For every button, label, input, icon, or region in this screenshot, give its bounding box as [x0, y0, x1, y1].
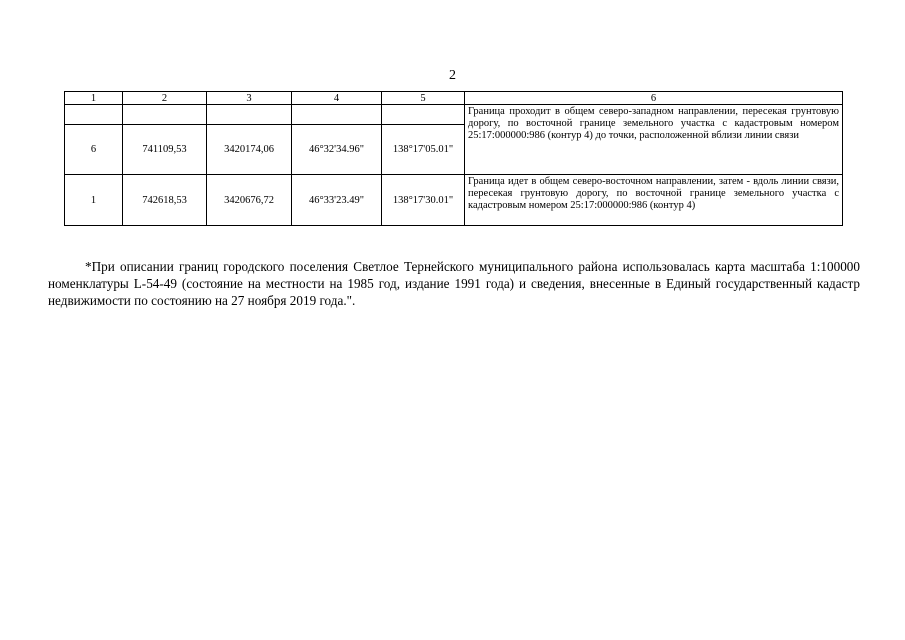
segment-description-6: Граница проходит в общем северо-западном направлении, пересекая грунтовую дорогу, по восточной границе земельного участка с кадастровым номером 25:17:000000:986 (контур 4) до точки, расположенной вблизи линии связи — [465, 105, 843, 175]
table-row — [65, 175, 843, 226]
header-cell-6: 6 — [465, 92, 843, 105]
header-cell-3: 3 — [207, 92, 292, 105]
table-empty-row — [65, 105, 843, 125]
header-cell-5: 5 — [382, 92, 465, 105]
longitude: 138°17'05.01" — [382, 125, 465, 175]
coordinate-x: 741109,53 — [123, 125, 207, 175]
latitude: 46°33'23.49" — [292, 175, 382, 226]
point-number: 6 — [65, 125, 123, 175]
footnote-paragraph: *При описании границ городского поселения Светлое Тернейского муниципального района использовалась карта масштаба 1:100000 номенклатуры L-54-49 (состояние на местности на 1985 год, издание 1991 года) и сведения, внесенные в Единый государственный кадастр недвижимости по состоянию на 27 ноября 2019 года.". — [48, 259, 860, 309]
boundary-coordinates-table — [64, 91, 843, 226]
header-cell-1: 1 — [65, 92, 123, 105]
coordinate-y: 3420676,72 — [207, 175, 292, 226]
empty-cell — [65, 105, 123, 125]
latitude: 46°32'34.96" — [292, 125, 382, 175]
empty-cell — [382, 105, 465, 125]
coordinate-y: 3420174,06 — [207, 125, 292, 175]
page-number: 2 — [449, 68, 456, 83]
empty-cell — [123, 105, 207, 125]
header-cell-4: 4 — [292, 92, 382, 105]
coordinate-x: 742618,53 — [123, 175, 207, 226]
empty-cell — [207, 105, 292, 125]
empty-cell — [292, 105, 382, 125]
table-header-row — [65, 92, 843, 105]
segment-description-1: Граница идет в общем северо-восточном направлении, затем - вдоль линии связи, пересекая грунтовую дорогу, по восточной границе земельного участка с кадастровым номером 25:17:000000:986 (контур 4) — [465, 175, 843, 226]
longitude: 138°17'30.01" — [382, 175, 465, 226]
header-cell-2: 2 — [123, 92, 207, 105]
point-number: 1 — [65, 175, 123, 226]
